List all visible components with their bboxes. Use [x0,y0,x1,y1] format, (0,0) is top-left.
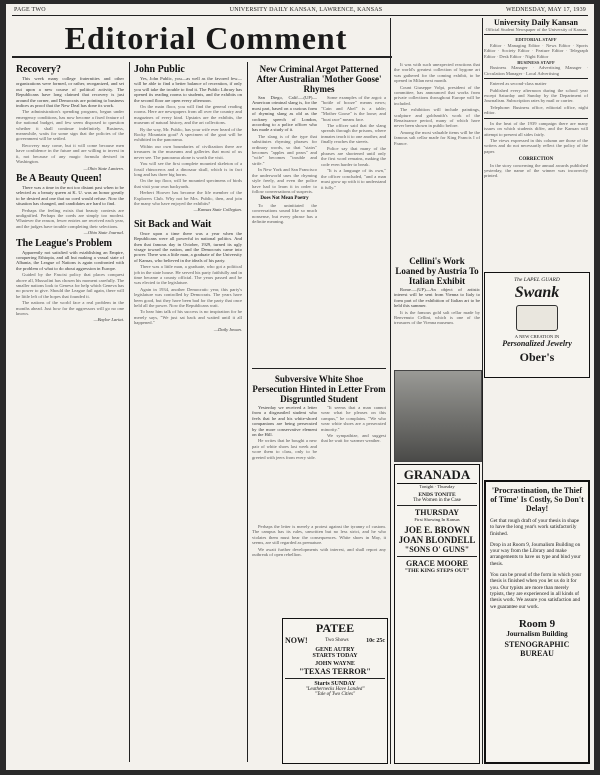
masthead-row-entered: Entered as second-class matter [490,81,547,87]
white-shoe-article: Subversive White Shoe Persecution Hinted in Letter From Disgruntled Student Yesterday we received a letter from a disgruntled student who feels that he and his white-shoed companions are being persecuted by the more conservative element on the Hill. He writes that he bought a new pair of white shoes last week and wore them to class, only to be greeted with jeers from every side. "It seems that a man cannot wear what he pleases on this campus," he complains. "We who wear white shoes are a persecuted minority." We sympathize, and suggest that he wait for warmer weather. [252,374,386,460]
swank-brand: Swank [514,284,560,301]
masthead-rule [12,56,392,58]
sit-back-headline: Sit Back and Wait [134,218,212,230]
masthead-box-subtitle: Official Student Newspaper of the University of Kansas [485,27,587,32]
recovery-signature: —Ohio State Lantern. [83,165,124,171]
league-signature: —Baylor Lariat. [93,317,124,323]
swank-tag: A NEW CREATION IN [514,334,560,339]
corrections-body: In the story concerning the annual awards published yesterday, the name of the winner was incorrectly printed. [484,162,588,179]
cellini-body: Rome.—(UP)—An object of artistic interest will be sent from Vienna to Italy to form part of the exhibition of Italian art to be held this summer. [394,287,480,309]
swank-lapel: The LAPEL GUARD [514,277,560,283]
beauty-queen-body: There was a time in the not too distant past when to be selected as a beauty queen at K. U. was an honor greatly to be desired and one that no coed would refuse. Now the situation has changed, and candidates are hard to find. [16,184,124,207]
granada-line-0: ENDS TONITE [418,492,456,498]
swank-title: Personalized Jewelry [502,339,572,348]
cellini-article: Cellini's Work Loaned by Austria To Italian Exhibit Rome.—(UP)—An object of artistic interest will be sent from Vienna to Italy to form part of the exhibition of Italian art to be held this summer. It is the famous gold salt cellar made by Benvenuto Cellini, which is one of the treasures of the Vienna museum. [394,256,480,326]
granada-line-6: "SONS O' GUNS" [404,545,470,554]
patee-name: PATEE [315,621,355,635]
column-divider-1 [129,62,130,762]
masthead-column: University Daily Kansan Official Student Newspaper of the University of Kansas EDITORIAL STAFF Editor · Managing Editor · News Editor · Sports Editor · Society Editor · Feature Editor · Telegraph Editor · Desk Editor · Night Editor BUSINESS STAFF Business Manager · Advertising Manager · Circulation Manager · Local Advertising Entered as second-class matter Published every afternoon during the school year except Saturday and Sunday by the Department of Journalism. Subscription rates by mail or carrier. Telephone: Business office, editorial office, night editor. In the heat of the 1939 campaign there are many issues on which students differ, and the Kansan will attempt to present all sides fairly. The views expressed in this column are those of the writers and do not necessarily reflect the policy of the paper. CORRECTION In the story concerning the annual awards published yesterday, the name of the winner was incorrectly printed. [484,18,588,179]
patee-line-4: "Tale of Two Cities" [314,692,356,697]
league-body: Apparently not satisfied with establishing an Empire, conquering Ethiopia, and all but making a vassal state of Albania, the League of Nations is again confronted with the problem of what to do about aggression in Europe. [16,249,124,271]
editorial-column-2: John Public Yes, John Public, you—as well as the favored few—will be able to find a better balance of recreation, if only you will take the trouble to find it. The Public Library has opened its reading rooms to students, and the exhibits on the second floor are open every afternoon. On the main floor, you will find the general reading rooms. Here are newspapers from all over the country and magazines of every kind. Upstairs are the exhibits, the museum of natural history, and the art collections. By the way, Mr. Public, has your wife ever heard of the Rocky Mountain goat? A specimen of the goat will be exhibited in the panorama. Within our own boundaries of civilization there are treasures in the museums and galleries that most of us never see. The panorama alone is worth the visit. You will see the first complete mounted skeleton of a fossil rhinoceros and a dinosaur skull, which is in fact long and has three big horns. On the top floor, will be mounted specimens of birds that visit your own backyards. Herbert Hoover has become the life member of the Explorers Club. Why not be Mrs. Public, then, and join the many who have enjoyed the exhibits? —Kansas State Collegian. Sit Back and Wait Once upon a time there was a year when the Republicans were all powerful in national politics. And then that famous day in October, 1929, turned its ugly visage toward the nation, and the Democrats came into power. There was a little man, a graduate of the University of Kansas, who believed in the ideals of his party. There was a little man, a graduate, who got a political job in the state house. He served his party faithfully and in time became a county official. The years passed and he was elected to the legislature. Again in 1934, another Democratic year, this party's legislature was controlled by Democrats. The years have been good, but they have been bad for the party that once held all the power. Now the Republicans wait. To hear him talk of his success is no inspiration for he merely says, "We just sat back and waited until it all happened." —Daily Iowan. [134,64,242,332]
patee-shows: Two Shows [325,638,349,643]
granada-line-8: "THE KING STEPS OUT" [404,568,470,574]
stenographic-bureau-ad [484,480,590,764]
john-public-signature: —Kansas State Collegian. [193,207,242,213]
patee-prices: 10c 25c [366,637,385,644]
patee-ad [282,618,388,764]
league-headline: The League's Problem [16,237,112,249]
room9-bureau: STENOGRAPHIC BUREAU [504,639,570,658]
swank-ad [484,272,590,378]
granada-line-7: GRACE MOORE [406,559,468,568]
room9-title: 'Procrastination, the Thief of Time' Is Costly, So Don't Delay! [490,486,584,513]
criminal-argot-subhead: Does Not Mean Poetry [260,196,309,202]
patee-line-1: "TEXAS TERROR" [299,667,371,676]
masthead-box-title: University Daily Kansan [493,18,578,27]
lapel-guard-icon [516,305,558,331]
patee-line-3: "Leathernecks Have Landed" [305,687,365,692]
cellini-headline: Cellini's Work Loaned by Austria To Italian Exhibit [395,256,479,286]
criminal-argot-article: New Criminal Argot Patterned After Australian 'Mother Goose' Rhymes San Diego, Calif.—(UP)—American criminal slang is, for the most part, based on a curious form of rhyming slang as old as the cockney speech of London, according to a police officer who has made a study of it. The slang is of the type that substitutes rhyming phrases for ordinary words, so that "stairs" becomes "apples and pears" and "wife" becomes "trouble and strife." In New York and San Francisco the underworld uses the rhyming style freely, and even the police have had to learn it in order to follow conversations of suspects. Does Not Mean Poetry To the uninitiated the conversations sound like so much nonsense, but every phrase has a definite meaning. Some examples of the argot: a "bottle of booze" means news; "Cain and Abel" is a table; "Mother Goose" is the loose; and "boat race" means face. The officer said that the slang spreads through the prisons, where inmates teach it to one another, and finally reaches the streets. Police say that many of the phrases are shortened until only the first word remains, making the code even harder to break. "It is a language of its own," the officer concluded, "and a man must grow up with it to understand it fully." [252,64,386,224]
room9-p1: Get that rough draft of your thesis in shape to have the long year's work satisfactorily finished. [490,518,580,537]
patee-line-0: STARTS TODAY [312,653,358,659]
filler-column: Perhaps the letter is merely a protest against the tyranny of custom. The campus has its rules, unwritten but no less strict, and he who violates them must bear the consequences. White shoes in May, it seems, are still regarded as premature. We await further developments with interest, and shall report any outbreak of open rebellion. [252,524,386,558]
recovery-headline: Recovery? [16,64,61,75]
granada-name: GRANADA [397,467,477,484]
folio-left: PAGE TWO [14,7,46,13]
room9-p3: You can be proud of the form in which your thesis is finished when you let us do it for you. Our typists are more than merely typists, they are experienced in all kinds of thesis work. We assure you satisfaction and we guarantee our work. [490,572,582,610]
continuation-column: It was with such unexpected reactions that the world's greatest collection of bygone art was gathered for the coming exhibit, to be opened in Milan next month. Count Giuseppe Volpi, president of the committee, has announced that works from private collections throughout Europe will be included. The exhibition will include paintings, sculpture and goldsmith's work of the Renaissance period, many of which have never been shown in public before. Among the most valuable items will be the famous salt cellar made for King Francis I of France. [394,62,480,146]
patee-line-2: Starts SUNDAY [314,681,356,687]
sit-back-body: Once upon a time there was a year when the Republicans were all powerful in national politics. And then that famous day in October, 1929, turned its ugly visage toward the nation, and the Democrats came into power. There was a little man, a graduate of the University of Kansas, who believed in the ideals of his party. [134,230,242,263]
beauty-queen-headline: Be A Beauty Queen! [16,172,102,184]
swank-store: Ober's [519,350,555,364]
granada-line-3: First Showing In Kansas [414,517,460,522]
top-rule [12,15,588,16]
newspaper-page [6,4,594,770]
john-public-headline: John Public [134,64,185,75]
white-shoe-body: Yesterday we received a letter from a disgruntled student who feels that he and his white-shoed companions are being persecuted by the more conservative element on the Hill. [252,405,317,438]
column-divider-4 [482,18,483,764]
patee-star-1: JOHN WAYNE [315,661,355,667]
corrections-heading: CORRECTION [518,157,554,163]
granada-ad [394,464,480,764]
patee-star-0: GENE AUTRY [315,647,355,653]
beauty-queen-signature: —Ohio State Journal. [83,230,124,236]
editorial-column-1: Recovery? This week many college fraternities and other organizations were formed, or rather, reorganized, and set out upon a new course of political activity. The Republicans have long claimed that recovery is just around the corner, and Democrats are pointing to business indices as proof that the New Deal has done its work. The administration's spending program, begun under emergency conditions, has now become a fixed feature of the national budget, and few seem disposed to question whether it shall continue indefinitely. Business, meanwhile, waits for some sign that the policies of the government will be settled. Recovery may come, but it will come because men have confidence in the future and are willing to invest in it, not because of any magic formula devised in Washington. —Ohio State Lantern. Be A Beauty Queen! There was a time in the not too distant past when to be selected as a beauty queen at K. U. was an honor greatly to be desired and one that no coed would refuse. Now the situation has changed, and candidates are hard to find. Perhaps the feeling exists that beauty contests are undignified. Perhaps the coeds are simply too modest. Whatever the reason, fewer entries are received each year, and the judges have trouble completing their selections. —Ohio State Journal. The League's Problem Apparently not satisfied with establishing an Empire, conquering Ethiopia, and all but making a vassal state of Albania, the League of Nations is again confronted with the problem of what to do about aggression in Europe. Guided by the Fascist policy that places conquest above all, Mussolini has chosen his moment carefully. The smaller nations look to Geneva for help which Geneva has no power to give. Should the League fail again, there will be little left of the hopes that founded it. The nations of the world face a real problem in the months ahead. Just how far the aggressors will go no one knows. —Baylor Lariat. [16,64,124,323]
recovery-body: This week many college fraternities and other organizations were formed, or rather, reorganized, and set out upon a new course of political activity. The Republicans have long claimed that recovery is just around the corner, and Democrats are pointing to business indices as proof that the New Deal has done its work. [16,76,124,109]
column-divider-2 [247,62,248,762]
masthead-row-business: BUSINESS STAFF [517,60,555,66]
granada-line-5: JOAN BLONDELL [398,535,476,545]
room9-room: Room 9 [518,617,556,630]
column-divider-3 [390,18,391,764]
john-public-body: Yes, John Public, you—as well as the favored few—will be able to find a better balance of recreation, if only you will take the trouble to find it. The Public Library has opened its reading rooms to students, and the exhibits on the second floor are open every afternoon. [134,76,242,103]
portrait-photo [394,370,482,462]
granada-line-4: JOE E. BROWN [404,525,470,535]
criminal-argot-headline: New Criminal Argot Patterned After Australian 'Mother Goose' Rhymes [256,64,382,94]
granada-line-2: THURSDAY [414,508,460,517]
white-shoe-headline: Subversive White Shoe Persecution Hinted in Letter From Disgruntled Student [252,374,386,404]
folio-center: UNIVERSITY DAILY KANSAN, LAWRENCE, KANSAS [229,7,383,13]
masthead-row-editorial: EDITORIAL STAFF [515,37,557,43]
criminal-argot-body: San Diego, Calif.—(UP)—American criminal slang is, for the most part, based on a curious form of rhyming slang as old as the cockney speech of London, according to a police officer who has made a study of it. [252,95,317,133]
granada-times: Tonight · Thursday [419,484,455,489]
folio-right: WEDNESDAY, MAY 17, 1939 [506,7,586,13]
granada-line-1: The Women in the Case [413,498,461,503]
room9-building: Journalism Building [506,629,568,638]
room9-p2: Drop in at Room 9, Journalism Building on your way from the Library and make arrangements to have us type and bind your thesis. [490,541,581,567]
patee-now: NOW! [285,636,308,645]
sit-back-signature: —Daily Iowan. [213,326,242,332]
editorial-masthead: Editorial Comment [64,20,348,56]
article-divider [252,368,386,369]
